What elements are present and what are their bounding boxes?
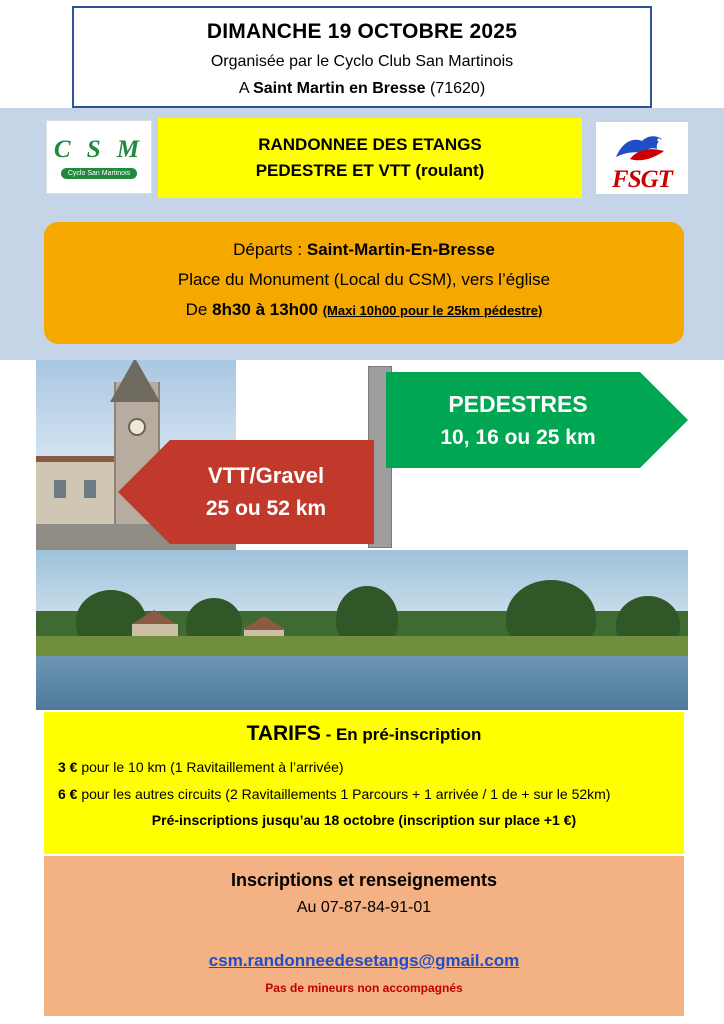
event-date: DIMANCHE 19 OCTOBRE 2025 [206, 20, 518, 43]
location-postcode: (71620) [425, 80, 486, 97]
departure-time-note: (Maxi 10h00 pour le 25km pédestre) [322, 303, 543, 318]
event-organizer: Organisée par le Cyclo Club San Martinois [210, 53, 514, 70]
sign-vtt-text [158, 440, 374, 544]
photo-church-spire [110, 360, 160, 402]
csm-logo [46, 120, 152, 194]
tarifs-title [58, 722, 670, 746]
title-banner [158, 118, 582, 198]
sign-vtt [118, 440, 374, 544]
tarifs-title-main: TARIFS [246, 722, 321, 745]
sign-pedestres [386, 372, 688, 468]
csm-logo-subtitle: Cyclo San Martinois [61, 168, 137, 179]
lake-photo-house-roof [242, 616, 286, 630]
location-name: Saint Martin en Bresse [253, 80, 426, 97]
tarif-desc-10km: pour le 10 km (1 Ravitaillement à l’arrivée) [77, 759, 344, 775]
departure-line-2: Place du Monument (Local du CSM), vers l’église [177, 270, 551, 289]
tarif-row-10km [58, 758, 670, 777]
departure-box [44, 222, 684, 344]
lake-landscape-photo [36, 550, 688, 710]
departure-time: 8h30 à 13h00 [212, 300, 318, 319]
fsgt-logo-text: FSGT [612, 166, 672, 193]
departure-line-1 [44, 240, 684, 260]
photo-church-clock [128, 418, 146, 436]
tarifs-title-rest: - En pré-inscription [320, 725, 482, 744]
header-box [72, 6, 652, 108]
contact-email-link[interactable]: csm.randonneedesetangs@gmail.com [208, 951, 520, 970]
contact-box [44, 856, 684, 1016]
csm-logo-letters: C S M [53, 135, 145, 163]
sign-vtt-title: VTT/Gravel [207, 463, 325, 488]
departure-time-prefix: De [185, 300, 213, 319]
tarifs-box [44, 712, 684, 854]
sign-vtt-distances: 25 ou 52 km [205, 497, 327, 520]
photo-window [84, 480, 96, 498]
contact-title: Inscriptions et renseignements [230, 870, 498, 890]
departure-town: Saint-Martin-En-Bresse [306, 240, 495, 259]
tarif-price-others: 6 € [58, 785, 78, 802]
sign-pedestres-title: PEDESTRES [448, 390, 588, 417]
lake-photo-bank [36, 636, 688, 655]
bird-icon [612, 131, 672, 167]
tarif-price-10km: 3 € [58, 759, 78, 775]
event-location [74, 80, 650, 98]
photo-window [54, 480, 66, 498]
sign-pedestres-distances: 10, 16 ou 25 km [440, 425, 596, 449]
lake-photo-house-roof [132, 610, 176, 624]
contact-phone: Au 07-87-84-91-01 [296, 899, 432, 916]
lake-photo-water [36, 656, 688, 710]
contact-note: Pas de mineurs non accompagnés [265, 981, 463, 995]
tarif-row-others [58, 785, 670, 804]
sign-pedestres-text [386, 372, 650, 468]
departure-prefix: Départs : [233, 240, 307, 259]
tarifs-footer-note: Pré-inscriptions jusqu’au 18 octobre (inscription sur place +1 €) [151, 811, 577, 828]
title-line-2: PEDESTRE ET VTT (roulant) [255, 161, 485, 180]
tarif-desc-others: pour les autres circuits (2 Ravitaillements 1 Parcours + 1 arrivée / 1 de + sur le 52km) [77, 785, 611, 802]
departure-line-3 [44, 300, 684, 320]
location-prefix: A [238, 80, 254, 97]
title-line-1: RANDONNEE DES ETANGS [258, 134, 482, 154]
fsgt-logo [596, 122, 688, 194]
